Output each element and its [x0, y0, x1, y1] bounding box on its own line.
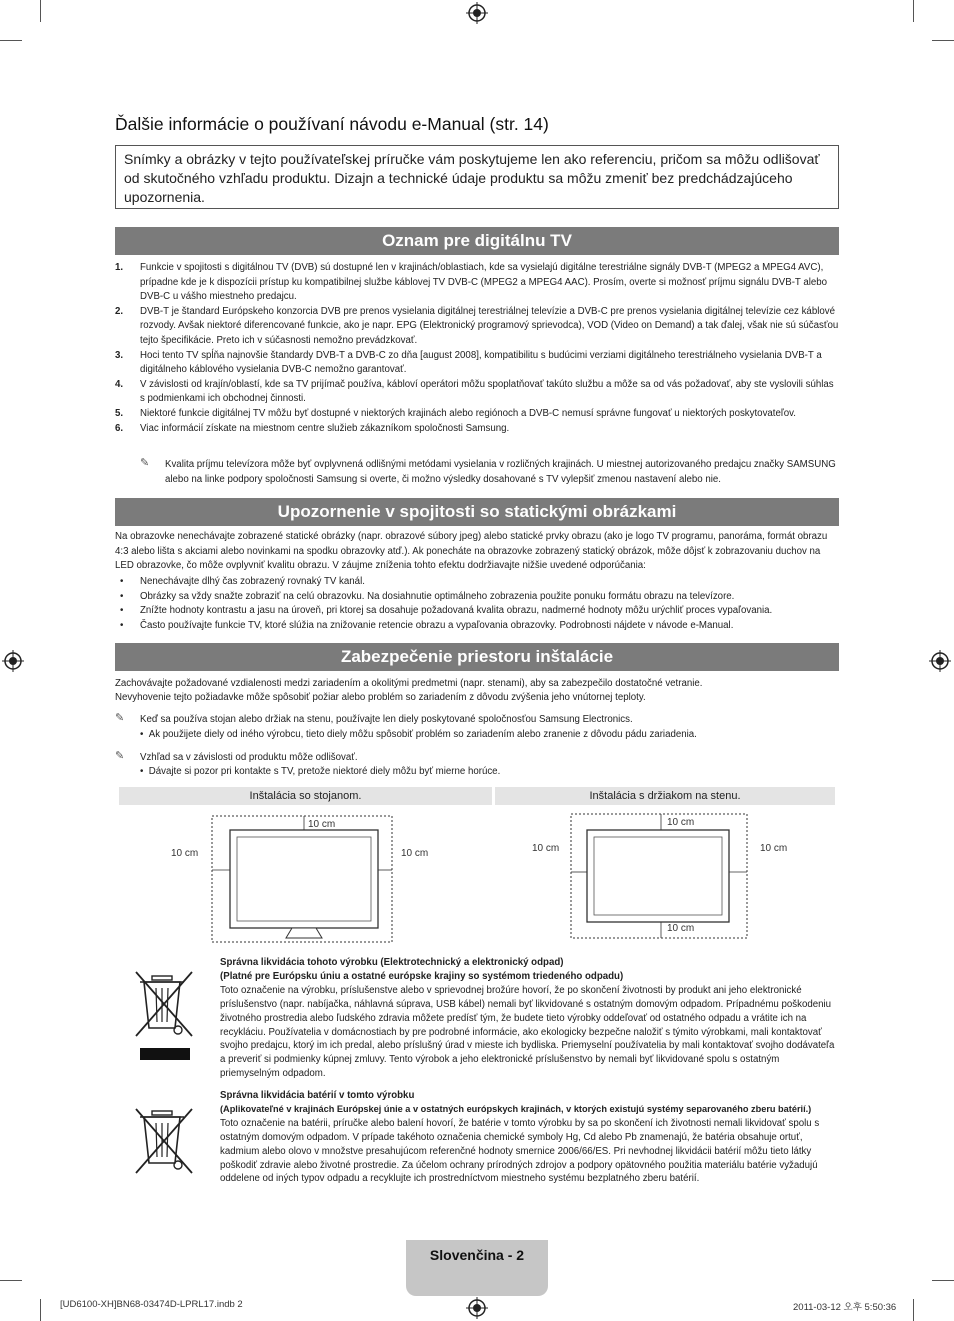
item-text: Viac informácií získate na miestnom centre služieb zákazníkom spoločnosti Samsung.	[140, 422, 510, 434]
crop-mark	[0, 40, 22, 41]
item-text: Funkcie v spojitosti s digitálnou TV (DVB) sú dostupné len v krajinách/oblastiach, kde sa vysielajú digitálne terestriálne signály DVB-T (MPEG2 a MPEG4 AVC), prípadne kde je k dispozícii prístup ku kompatibilnej službe káblovej TV DVB-C (MPEG2 a MPEG4 AAC). Prosím, overte si možnosť príjmu signálu DVB-T alebo DVB-C u vášho miestneho predajcu.	[140, 262, 828, 303]
still-image-intro: Na obrazovke nenechávajte zobrazené statické obrázky (napr. obrazové súbory jpeg) alebo statické prvky obrazu (ako je logo TV programu, panoráma, formát obrazu 4:3 alebo lišta s akciami alebo novinkami na spodku obrazovky atď.). Ak ponecháte na obrazovke zobrazený statický obrázok, môže dôjsť k zobrazovaniu duchov na LED obrazovke, čo môže ovplyvniť kvalitu obrazu. V záujme zníženia tohto efektu dodržiavajte nižšie uvedené odporúčania:	[115, 531, 828, 572]
list-item	[115, 378, 839, 407]
crossed-out-battery-bin-icon	[134, 1107, 196, 1179]
battery-heading: Správna likvidácia batérií v tomto výrobku	[220, 1090, 415, 1101]
install-note-2: Vzhľad sa v závislosti od produktu môže odlišovať.	[140, 752, 358, 763]
list-item	[115, 349, 839, 378]
section-heading-digital-tv: Oznam pre digitálnu TV	[115, 227, 839, 255]
note-icon: ✎	[140, 457, 150, 469]
list-item	[115, 407, 839, 422]
registration-mark-icon	[929, 650, 951, 672]
list-item: • Znížte hodnoty kontrastu a jasu na úroveň, pri ktorej sa dosahuje požadovaná kvalita obrazu, nadmerné hodnoty môžu urýchliť proces vypaľovania.	[115, 604, 839, 619]
weee-body: Toto označenie na výrobku, príslušenstve alebo v sprievodnej brožúre hovorí, že po skončení životnosti by produkt ani jeho elektronické príslušenstvo (napr. nabíjačka, náhlavná súprava, USB kábel) nemali byť likvidované s ostatným domovým odpadom. Prípadnému poškodeniu životného prostredia alebo ľudského zdravia môžete predísť tým, že budete tieto výrobky oddeľovať od ostatného odpadu a vrátite ich na recykláciu. Používatelia v domácnostiach by pre podrobné informácie, ako ekologicky bezpečne naložiť s týmito výrobkami, mali kontaktovať svojho predajcu, ktorý im ich predal, alebo príslušný úrad v mieste ich bydliska. Priemyselní používatelia by mali kontaktovať svojho dodávateľa a preveriť si podmienky kúpnej zmluvy. Tento výrobok a jeho elektronické príslušenstvo by nemali byť likvidované spolu s ostatným priemyselným odpadom.	[220, 984, 835, 1080]
item-text: Niektoré funkcie digitálnej TV môžu byť dostupné v niektorých krajinách alebo regiónoch a DVB-C nemusí správne fungovať u niektorých poskytovateľov.	[140, 407, 796, 419]
weee-disposal-text	[220, 956, 840, 1081]
battery-subheading: (Aplikovateľné v krajinách Európskej únie a v ostatných európskych krajinách, v ktorých existujú systémy separovaného zberu batérií.)	[220, 1103, 812, 1114]
registration-mark-icon	[2, 650, 24, 672]
distance-label-left: 10 cm	[532, 843, 560, 854]
caption-wall-install: Inštalácia s držiakom na stenu.	[495, 787, 835, 805]
bullet-text: Ak použijete diely od iného výrobcu, tieto diely môžu spôsobiť problém so zariadením alebo zranenie z dôvodu pádu zariadenia.	[148, 729, 697, 740]
crop-mark	[932, 1280, 954, 1281]
item-number: 6.	[115, 422, 124, 434]
crop-mark	[932, 40, 954, 41]
item-number: 1.	[115, 262, 124, 273]
item-number: 5.	[115, 407, 124, 419]
battery-disposal-text	[220, 1089, 840, 1186]
item-number: 3.	[115, 349, 124, 361]
install-note-1-bullet	[140, 728, 840, 743]
install-intro-1: Zachovávajte požadované vzdialenosti medzi zariadením a okolitými predmetmi (napr. stenami), aby sa zabezpečilo dostatočné vetranie.	[115, 678, 703, 689]
install-intro-2: Nevyhovenie tejto požiadavke môže spôsobiť požiar alebo problém so zariadením z dôvodu zvýšenia jeho vnútornej teploty.	[115, 692, 646, 703]
section-heading-installation: Zabezpečenie priestoru inštalácie	[115, 643, 839, 671]
list-item: • Obrázky sa vždy snažte zobraziť na celú obrazovku. Na dosiahnutie optimálneho zobrazenia použite ponuku formátu obrazu na televízore.	[115, 590, 839, 605]
page-number-tab: Slovenčina - 2	[406, 1240, 548, 1296]
page-title: Ďalšie informácie o používaní návodu e-Manual (str. 14)	[115, 114, 549, 134]
list-item: • Často používajte funkcie TV, ktoré slúžia na znižovanie retencie obrazu a vypaľovania obrazovky. Podrobnosti nájdete v návode e-Manual.	[115, 619, 839, 634]
crop-mark	[40, 1299, 41, 1321]
registration-mark-icon	[466, 2, 488, 24]
distance-label-right: 10 cm	[401, 848, 429, 859]
digital-tv-note: Kvalita príjmu televízora môže byť ovplyvnená odlišnými metódami vysielania v rozličných krajinách. U miestnej autorizovaného predajcu značky SAMSUNG alebo na linke podpory spoločnosti Samsung si overte, či možno výsledky dosahované s TV vylepšiť zmenou nastavení alebo nie.	[165, 459, 836, 485]
crop-mark	[913, 0, 914, 22]
distance-label-right: 10 cm	[760, 843, 788, 854]
crop-mark	[913, 1299, 914, 1321]
bullet-text: Dávajte si pozor pri kontakte s TV, pretože niektoré diely môžu byť mierne horúce.	[148, 766, 501, 777]
crop-mark	[40, 0, 41, 22]
distance-label-top: 10 cm	[308, 819, 336, 830]
crossed-out-bin-icon	[134, 966, 196, 1062]
battery-body: Toto označenie na batérii, príručke alebo balení hovorí, že batérie v tomto výrobku by sa po skončení ich životnosti nemali likvidovať spolu s ostatným domovým odpadom. V prípade takéhoto označenia chemické symboly Hg, Cd alebo Pb znamenajú, že batéria obsahuje ortuť, kadmium alebo olovo v množstve presahujúcom referenčné hodnoty smernice 2006/66/ES. Pri nevhodnej likvidácii batérií môžu tieto látky poškodiť zdravie alebo životné prostredie. Za účelom ochrany prírodných zdrojov a podpory opätovného použitia materiálu batérie vyžadujú oddelene od iných typov odpadu a recyklujte ich prostredníctvom miestneho systému bezplatného zberu batérií.	[220, 1117, 820, 1185]
wall-install-diagram	[560, 810, 760, 942]
registration-mark-icon	[466, 1297, 488, 1319]
list-item	[115, 261, 839, 305]
caption-stand-install: Inštalácia so stojanom.	[119, 787, 492, 805]
bullet-dot: •	[140, 729, 149, 740]
install-note-2-bullet	[140, 765, 840, 780]
item-text: DVB-T je štandard Európskeho konzorcia DVB pre prenos vysielania digitálnej terestriálnej televízie a DVB-C pre prenos vysielania digitálnej televízie cez káblové rozvody. Avšak niektoré diferencované funkcie, ako je napr. EPG (Elektronický programový sprievodca), VOD (Video on Demand) a tak ďalej, však nie sú súčasťou tejto špecifikácie. Preto ich v súčasnosti nemožno prevádzkovať.	[140, 305, 839, 346]
install-note-1: Keď sa používa stojan alebo držiak na stenu, používajte len diely poskytované spoločnosťou Samsung Electronics.	[140, 714, 633, 725]
list-item	[115, 305, 839, 349]
distance-label-left: 10 cm	[171, 848, 199, 859]
stand-install-diagram	[160, 810, 450, 950]
weee-heading: Správna likvidácia tohoto výrobku (Elektrotechnický a elektronický odpad)	[220, 957, 564, 968]
disclaimer-box: Snímky a obrázky v tejto používateľskej príručke vám poskytujeme len ako referenciu, pričom sa môžu odlišovať od skutočného vzhľadu produktu. Dizajn a technické údaje produktu sa môžu zmeniť bez predchádzajúceho upozornenia.	[115, 145, 839, 209]
item-number: 2.	[115, 305, 124, 317]
item-text: V závislosti od krajín/oblastí, kde sa TV prijímač používa, kábloví operátori môžu spoplatňovať takúto službu a môže sa od vás požadovať, aby ste vyslovili súhlas s podmienkami ich obchodnej činnosti.	[140, 378, 834, 405]
footer-file-name: [UD6100-XH]BN68-03474D-LPRL17.indb 2	[60, 1299, 243, 1310]
footer-timestamp: 2011-03-12 오후 5:50:36	[793, 1302, 897, 1313]
section-heading-still-image: Upozornenie v spojitosti so statickými obrázkami	[115, 498, 839, 526]
note-icon: ✎	[115, 750, 125, 762]
distance-label-top: 10 cm	[667, 817, 695, 828]
digital-tv-list	[115, 261, 839, 436]
distance-label-bottom: 10 cm	[667, 923, 695, 934]
note-icon: ✎	[115, 712, 125, 724]
item-number: 4.	[115, 378, 124, 390]
list-item	[115, 422, 839, 437]
crop-mark	[0, 1280, 22, 1281]
list-item: • Nenechávajte dlhý čas zobrazený rovnaký TV kanál.	[115, 575, 839, 590]
still-image-bullets	[115, 575, 839, 633]
item-text: Hoci tento TV spĺňa najnovšie štandardy DVB-T a DVB-C zo dňa [august 2008], kompatibilitu s budúcimi verziami digitálneho terestriálneho vysielania DVB-T a digitálneho káblového vysielania DVB-C nemožno garantovať.	[140, 349, 822, 376]
bullet-dot: •	[140, 766, 149, 777]
weee-subheading: (Platné pre Európsku úniu a ostatné európske krajiny so systémom triedeného odpadu)	[220, 970, 624, 982]
